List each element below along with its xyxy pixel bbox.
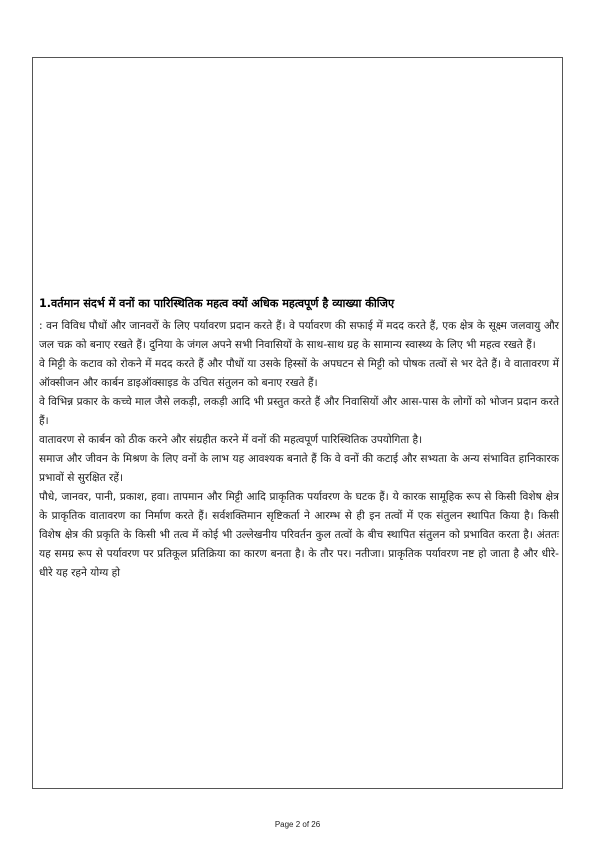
paragraph-5: समाज और जीवन के मिश्रण के लिए वनों के लाभ यह आवश्यक बनाते हैं कि वे वनों की कटाई और सभ्यता के अन्य संभावित हानिकारक प्रभावों से सुरक्षित रहें। xyxy=(39,453,559,484)
document-body xyxy=(39,294,559,583)
paragraph-1: : वन विविध पौधों और जानवरों के लिए पर्यावरण प्रदान करते हैं। वे पर्यावरण की सफाई में मदद करते हैं, एक क्षेत्र के सूक्ष्म जलवायु और जल चक्र को बनाए रखते हैं। दुनिया के जंगल अपने सभी निवासियों के साथ-साथ ग्रह के सामान्य स्वास्थ्य के लिए भी महत्व रखते हैं। xyxy=(39,320,559,351)
page-number: Page 2 of 26 xyxy=(274,820,321,829)
paragraph-6: पौधे, जानवर, पानी, प्रकाश, हवा। तापमान और मिट्टी आदि प्राकृतिक पर्यावरण के घटक हैं। ये कारक सामूहिक रूप से किसी विशेष क्षेत्र के प्राकृतिक वातावरण का निर्माण करते हैं। सर्वशक्तिमान सृष्टिकर्ता ने आरम्भ से ही इन तत्वों में एक संतुलन स्थापित किया है। किसी विशेष क्षेत्र की प्रकृति के किसी भी तत्व में कोई भी उल्लेखनीय परिवर्तन कुल तत्वों के बीच स्थापित संतुलन को प्रभावित करता है। अंततः यह समग्र रूप से पर्यावरण पर प्रतिकूल प्रतिक्रिया का कारण बनता है। के तौर पर। नतीजा। प्राकृतिक पर्यावरण नष्ट हो जाता है और धीरे-धीरे यह रहने योग्य हो xyxy=(39,491,559,579)
question-heading: 1.वर्तमान संदर्भ में वनों का पारिस्थितिक महत्व क्यों अधिक महत्वपूर्ण है व्याख्या कीजिए xyxy=(39,297,395,310)
paragraph-3: वे विभिन्न प्रकार के कच्चे माल जैसे लकड़ी, लकड़ी आदि भी प्रस्तुत करते हैं और निवासियों और आस-पास के लोगों को भोजन प्रदान करते हैं। xyxy=(39,396,559,427)
paragraph-4: वातावरण से कार्बन को ठीक करने और संग्रहीत करने में वनों की महत्वपूर्ण पारिस्थितिक उपयोगिता है। xyxy=(39,434,423,446)
paragraph-2: वे मिट्टी के कटाव को रोकने में मदद करते हैं और पौधों या उसके हिस्सों के अपघटन से मिट्टी को पोषक तत्वों से भर देते हैं। वे वातावरण में ऑक्सीजन और कार्बन डाइऑक्साइड के उचित संतुलन को बनाए रखते हैं। xyxy=(39,358,559,389)
